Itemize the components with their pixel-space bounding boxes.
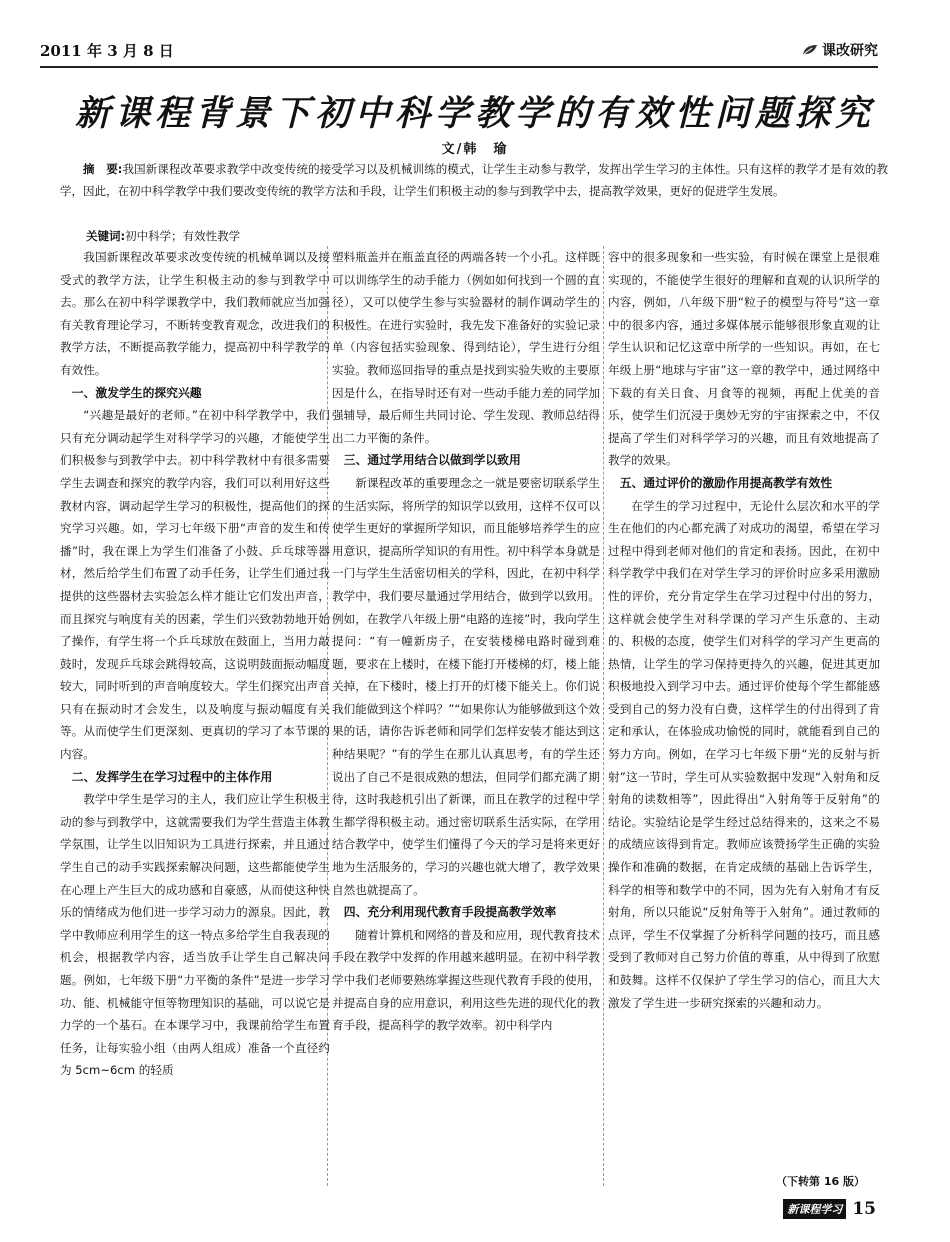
paragraph: 随着计算机和网络的普及和应用，现代教育技术手段在教学中发挥的作用越来越明显。在初中科学教学中我们老师要熟练掌握这些现代教育手段的使用，并提高自身的应用意识，利用这些先进的现代化的教育手段，提高科学的教学效率。初中科学内 (332, 927, 600, 1033)
paragraph: “兴趣是最好的老师。”在初中科学教学中，我们只有充分调动起学生对科学学习的兴趣，才能使学生们积极参与到教学中去。初中科学教材中有很多需要学生去调查和探究的教学内容，我们可以利用好这些教材内容，调动起学生学习的积极性，提高他们的探究学习兴趣。如，学习七年级下册“声音的发生和传播”时，我在课上为学生们准备了小鼓、乒乓球等器材，然后给学生们布置了动手任务，让学生们通过我提供的这些器材去实验怎么样才能让它们发出声音，而且探究与响度有关的因素，学生们兴致勃勃地开始了操作，有学生将一个乒乓球放在鼓面上，当用力敲鼓时，发现乒乓球会跳得较高，这说明鼓面振动幅度较大，同时听到的声音响度较大。学生们探究出声音只有在振动时才会发生，以及响度与振动幅度有关等。从而使学生们更深刻、更真切的学习了本节课的内容。 (60, 408, 330, 762)
paragraph: 容中的很多现象和一些实验，有时候在课堂上是很难实现的，不能使学生很好的理解和直观的认识所学的内容，例如，八年级下册“粒子的模型与符号”这一章中的很多内容，通过多媒体展示能够很形象直观的让学生认识和记忆这章中所学的一些知识。再如，在七年级上册“地球与宇宙”这一章的教学中，通过网络中下载的有关日食、月食等的视频，再配上优美的音乐，使学生们沉浸于奥妙无穷的宇宙探索之中，不仅提高了学生们对科学学习的兴趣，而且有效地提高了教学的效果。 (608, 250, 880, 468)
abstract (60, 158, 888, 202)
section-heading: 四、充分利用现代教育手段提高教学效率 (343, 905, 557, 920)
keywords (86, 228, 240, 244)
column-name (802, 40, 878, 60)
abstract-text: 我国新课程改革要求教学中改变传统的接受学习以及机械训练的模式，让学生主动参与教学，发挥出学生学习的主体性。只有这样的教学才是有效的教学，因此，在初中科学教学中我们要改变传统的教学方法和手段，让学生们积极主动的参与到教学中去，提高教学效果，更好的促进学生发展。 (60, 162, 888, 198)
section-heading: 五、通过评价的激励作用提高教学有效性 (619, 475, 833, 490)
page-number: 15 (852, 1198, 876, 1219)
article-title: 新课程背景下初中科学教学的有效性问题探究 (74, 93, 875, 134)
paragraph: 塑料瓶盖并在瓶盖直径的两端各转一个小孔。这样既可以训练学生的动手能力（例如如何找到一个圆的直径），又可以使学生参与实验器材的制作调动学生的积极性。在进行实验时，我先发下准备好的实验记录单（内容包括实验现象、得到结论），学生进行分组实验。教师巡回指导的重点是找到实验失败的主要原因是什么，在指导时还有对一些动手能力差的同学加强辅导，最后师生共同讨论、学生发现、教师总结得出二力平衡的条件。 (332, 250, 600, 445)
paragraph: 新课程改革的重要理念之一就是要密切联系学生的生活实际，将所学的知识学以致用，这样不仅可以使学生更好的掌握所学知识，而且能够培养学生的应用意识，提高所学知识的有用性。初中科学本身就是一门与学生生活密切相关的学科，因此，在初中科学教学中，我们要尽量通过学用结合，做到学以致用。例如，在教学八年级上册“电路的连接”时，我向学生提问：“有一幢新房子，在安装楼梯电路时碰到难题，要求在上楼时，在楼下能打开楼梯的灯，楼上能关掉，在下楼时，楼上打开的灯楼下能关上。你们说我们能做到这个样吗？”“如果你认为能够做到这个效果的话，请你告诉老师和同学们怎样安装才能达到这种结果呢？”有的学生在那儿认真思考，有的学生还说出了自己不是很成熟的想法，但同学们都充满了期待，这时我趁机引出了新课，而且在教学的过程中学生都学得积极主动。通过密切联系生活实际，在学用结合教学中，使学生们懂得了今天的学习是将来更好地为生活服务的，学习的兴趣也就大增了，教学效果自然也就提高了。 (332, 475, 600, 897)
keywords-text: 初中科学；有效性教学 (125, 229, 241, 243)
journal-name: 新课程学习 (783, 1199, 846, 1219)
body-column-1 (60, 246, 330, 1196)
issue-date: 2011 年 3 月 8 日 (40, 42, 174, 60)
abstract-label: 摘 要: (83, 162, 123, 176)
body-column-2 (332, 246, 600, 1196)
column-label: 课改研究 (822, 43, 878, 59)
header-rule (40, 66, 878, 68)
keywords-label: 关键词: (86, 229, 126, 243)
author: 文/韩 瑜 (441, 142, 509, 157)
continued-note: （下转第 16 版） (776, 1175, 865, 1188)
paragraph: 在学生的学习过程中，无论什么层次和水平的学生在他们的内心都充满了对成功的渴望，希望在学习过程中得到老师对他们的肯定和表扬。因此，在初中科学教学中我们在对学生学习的评价时应多采用激励性的评价，充分肯定学生在学习过程中付出的努力，这样就会使学生对科学课的学习产生乐意的、主动的、积极的态度，使学生们对科学的学习产生更高的热情，让学生的学习保持更持久的兴趣，促进其更加积极地投入到学习中去。通过评价使每个学生都能感受到自己的努力没有白费，这样学生的付出得到了肯定和承认，在体验成功愉悦的同时，就能看到自己的努力方向。例如，在学习七年级下册“光的反射与折射”这一节时，学生可从实验数据中发现“入射角和反射角的读数相等”，因此得出“入射角等于反射角”的结论。实验结论是学生经过总结得来的，这来之不易的成绩应该得到肯定。教师应该赞扬学生正确的实验操作和准确的数据，在肯定成绩的基础上告诉学生，科学的相等和数学中的不同，因为先有入射角才有反射角，所以只能说“反射角等于入射角”。通过教师的点评，学生不仅掌握了分析科学问题的技巧，而且感受到了教师对自己努力价值的尊重，从中得到了欣慰和鼓舞。这样不仅保护了学生学习的信心，而且大大激发了学生进一步研究探索的兴趣和动力。 (608, 498, 880, 1010)
section-heading: 一、激发学生的探究兴趣 (71, 385, 202, 400)
paragraph: 教学中学生是学习的主人，我们应让学生积极主动的参与到教学中，这就需要我们为学生营造主体教学氛围，让学生以旧知识为工具进行探索，并且通过学生自己的动手实践探索解决问题，这些都能使学生在心理上产生巨大的成功感和自豪感，从而使这种快乐的情绪成为他们进一步学习动力的源泉。因此，教学中教师应利用学生的这一特点多给学生自我表现的机会，根据教学内容，适当放手让学生自己解决问题。例如，七年级下册“力平衡的条件”是进一步学习功、能、机械能守恒等物理知识的基础，可以说它是力学的一个基石。在本课学习中，我课前给学生布置任务，让每实验小组（由两人组成）准备一个直径约为 5cm~6cm 的轻质 (60, 792, 330, 1078)
page-footer (783, 1198, 876, 1219)
page-header (40, 40, 878, 66)
leaf-icon (802, 44, 818, 56)
section-heading: 二、发挥学生在学习过程中的主体作用 (71, 769, 273, 784)
paragraph: 我国新课程改革要求改变传统的机械单调以及接受式的教学方法，让学生积极主动的参与到教学中去。那么在初中科学课教学中，我们教师就应当加强有关教育理论学习，不断转变教育观念，改进我们的教学方法，不断提高教学能力，提高初中科学教学的有效性。 (60, 250, 330, 377)
section-heading: 三、通过学用结合以做到学以致用 (343, 453, 521, 468)
body-column-3 (608, 246, 880, 1196)
column-divider (603, 246, 604, 1186)
